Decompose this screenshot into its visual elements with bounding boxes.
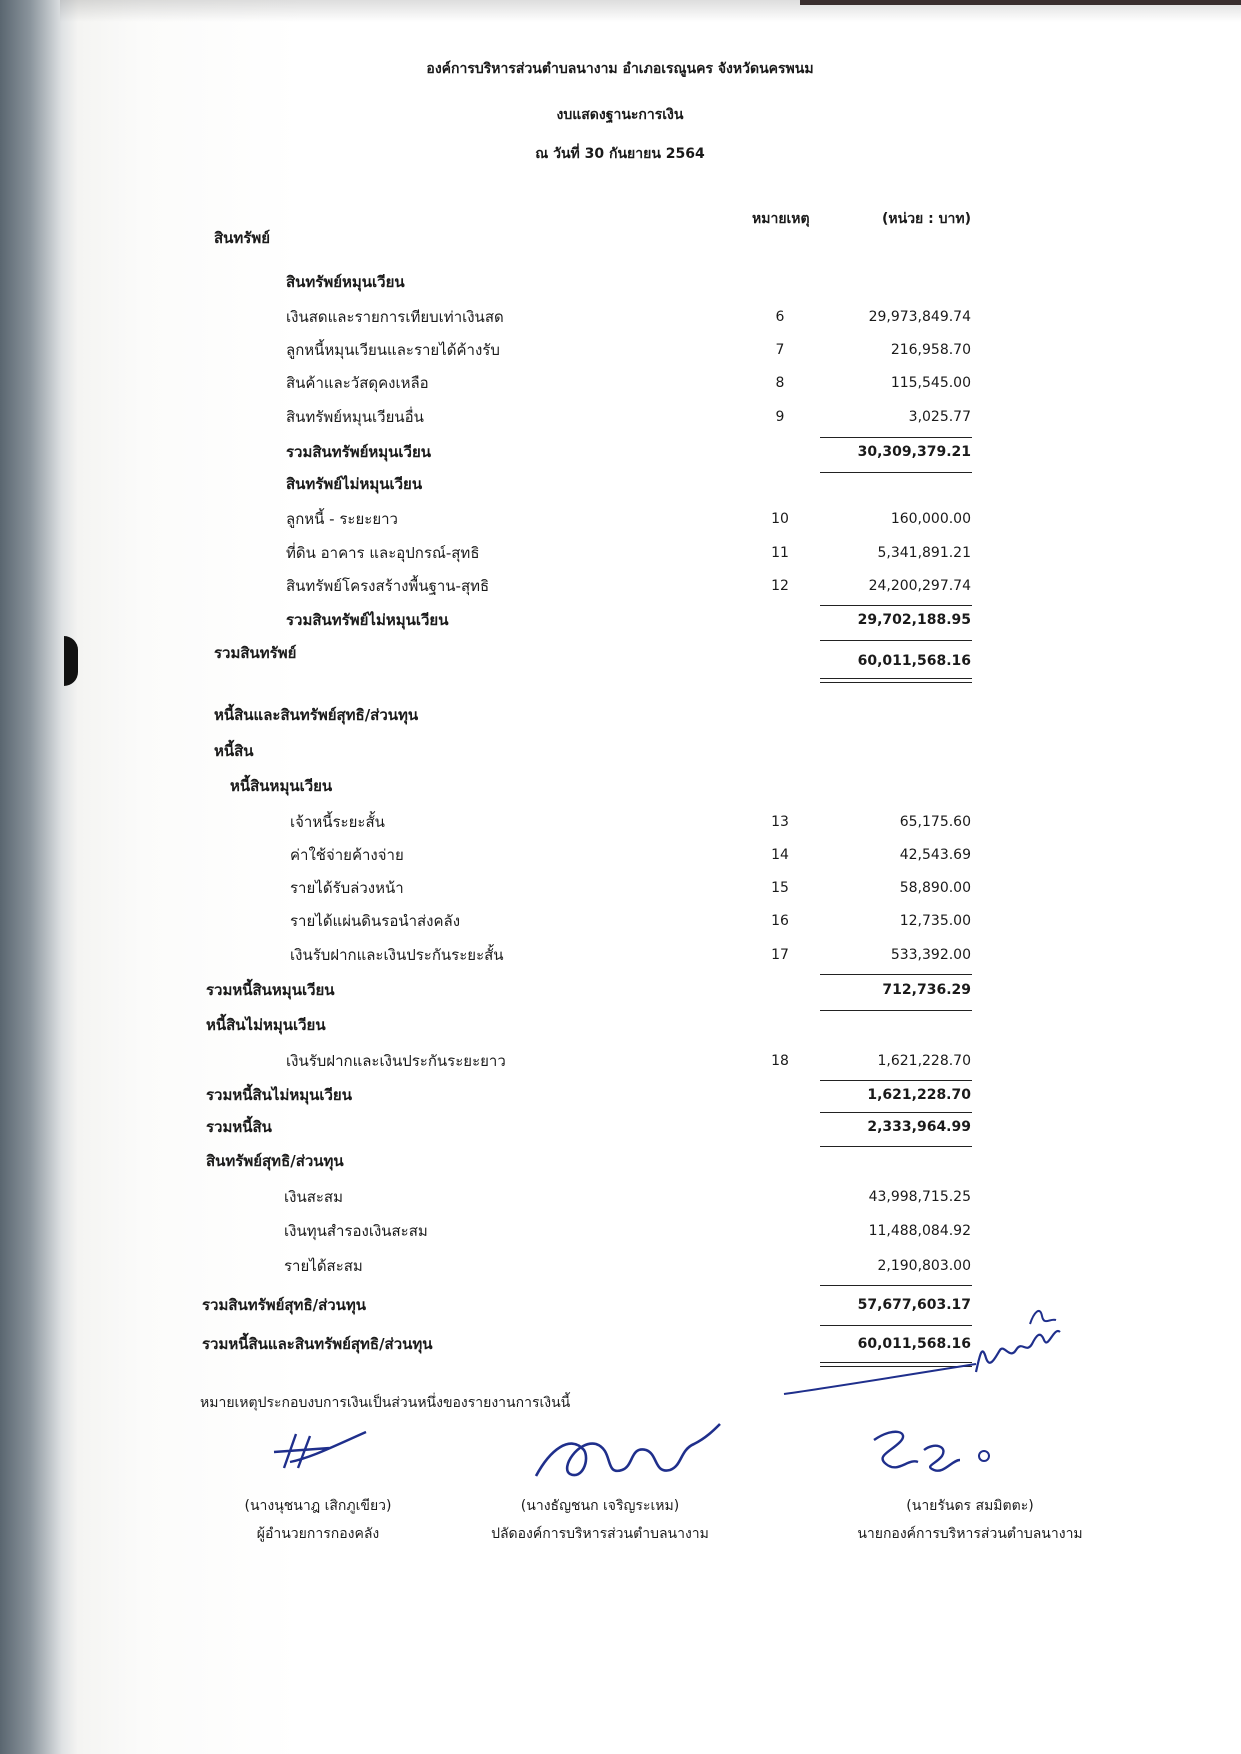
signatory-title: ปลัดองค์การบริหารส่วนตำบลนางาม — [491, 1526, 709, 1542]
line-item: รายได้แผ่นดินรอนำส่งคลัง 16 12,735.00 — [290, 912, 971, 930]
subtotal-rule — [820, 605, 972, 606]
scan-edge — [800, 0, 1241, 5]
subtotal-rule — [820, 1285, 972, 1286]
signatory-name: (นางธัญชนก เจริญระเหม) — [520, 1498, 680, 1514]
organization-title: องค์การบริหารส่วนตำบลนางาม อำเภอเรณูนคร จังหวัดนครพนม — [426, 61, 814, 77]
subtotal-row: รวมหนี้สิน 2,333,964.99 — [206, 1118, 971, 1136]
signature-chief-executive — [864, 1420, 1004, 1500]
line-item: เงินทุนสำรองเงินสะสม 11,488,084.92 — [284, 1222, 971, 1240]
section-heading: สินทรัพย์ — [214, 229, 271, 247]
financial-statement-footnote: หมายเหตุประกอบงบการเงินเป็นส่วนหนึ่งของรายงานการเงินนี้ — [200, 1395, 571, 1411]
subtotal-rule — [820, 1080, 972, 1081]
statement-title: งบแสดงฐานะการเงิน — [556, 107, 684, 123]
line-item: สินทรัพย์หมุนเวียนอื่น 9 3,025.77 — [286, 408, 971, 426]
subtotal-rule — [820, 1146, 972, 1147]
subsection-heading: สินทรัพย์สุทธิ/ส่วนทุน — [206, 1152, 344, 1170]
subtotal-rule — [820, 974, 972, 975]
handwritten-initials — [970, 1300, 1070, 1390]
subtotal-row: รวมสินทรัพย์ไม่หมุนเวียน 29,702,188.95 — [286, 611, 971, 629]
subtotal-rule — [820, 437, 972, 438]
signatory-name: (นางนุชนาฎ เสิกภูเขียว) — [244, 1498, 392, 1514]
subtotal-rule — [820, 1010, 972, 1011]
statement-date: ณ วันที่ 30 กันยายน 2564 — [535, 146, 705, 162]
line-item: เจ้าหนี้ระยะสั้น 13 65,175.60 — [290, 813, 971, 831]
subtotal-row: รวมสินทรัพย์หมุนเวียน 30,309,379.21 — [286, 443, 971, 461]
line-item: ลูกหนี้ - ระยะยาว 10 160,000.00 — [286, 510, 971, 528]
signatory-name: (นายรันดร สมมิตตะ) — [906, 1498, 1034, 1514]
subtotal-row: รวมหนี้สินไม่หมุนเวียน 1,621,228.70 — [206, 1086, 971, 1104]
line-item: ที่ดิน อาคาร และอุปกรณ์-สุทธิ 11 5,341,891.21 — [286, 544, 971, 562]
unit-column-header: (หน่วย : บาท) — [882, 211, 971, 227]
signatory-title: นายกองค์การบริหารส่วนตำบลนางาม — [857, 1526, 1083, 1542]
subsection-heading: สินทรัพย์ไม่หมุนเวียน — [286, 475, 423, 493]
line-item: สินทรัพย์โครงสร้างพื้นฐาน-สุทธิ 12 24,200,297.74 — [286, 577, 971, 595]
total-row: รวมสินทรัพย์ 60,011,568.16 — [214, 644, 971, 669]
line-item: รายได้รับล่วงหน้า 15 58,890.00 — [290, 879, 971, 897]
subtotal-row: รวมสินทรัพย์สุทธิ/ส่วนทุน 57,677,603.17 — [202, 1296, 971, 1314]
line-item: เงินรับฝากและเงินประกันระยะสั้น 17 533,392.00 — [290, 946, 971, 964]
line-item: รายได้สะสม 2,190,803.00 — [284, 1257, 971, 1275]
subtotal-rule — [820, 1112, 972, 1113]
line-item: ค่าใช้จ่ายค้างจ่าย 14 42,543.69 — [290, 846, 971, 864]
subtotal-row: รวมหนี้สินหมุนเวียน 712,736.29 — [206, 981, 971, 999]
subsection-heading: หนี้สิน — [214, 742, 254, 760]
line-item: เงินรับฝากและเงินประกันระยะยาว 18 1,621,228.70 — [286, 1052, 971, 1070]
subsection-heading: หนี้สินหมุนเวียน — [230, 777, 333, 795]
note-column-header: หมายเหตุ — [752, 211, 810, 227]
section-heading: หนี้สินและสินทรัพย์สุทธิ/ส่วนทุน — [214, 706, 419, 724]
line-item: ลูกหนี้หมุนเวียนและรายได้ค้างรับ 7 216,958.70 — [286, 341, 971, 359]
subsection-heading: หนี้สินไม่หมุนเวียน — [206, 1016, 326, 1034]
line-item: เงินสดและรายการเทียบเท่าเงินสด 6 29,973,849.74 — [286, 308, 971, 326]
subsection-heading: สินทรัพย์หมุนเวียน — [286, 273, 405, 291]
line-item: สินค้าและวัสดุคงเหลือ 8 115,545.00 — [286, 374, 971, 392]
grand-total-row: รวมหนี้สินและสินทรัพย์สุทธิ/ส่วนทุน 60,011,568.16 — [202, 1335, 971, 1353]
pen-stroke — [780, 1360, 980, 1400]
subtotal-rule — [820, 1325, 972, 1326]
signatory-title: ผู้อำนวยการกองคลัง — [256, 1526, 380, 1542]
line-item: เงินสะสม 43,998,715.25 — [284, 1188, 971, 1206]
double-underline — [820, 678, 972, 683]
